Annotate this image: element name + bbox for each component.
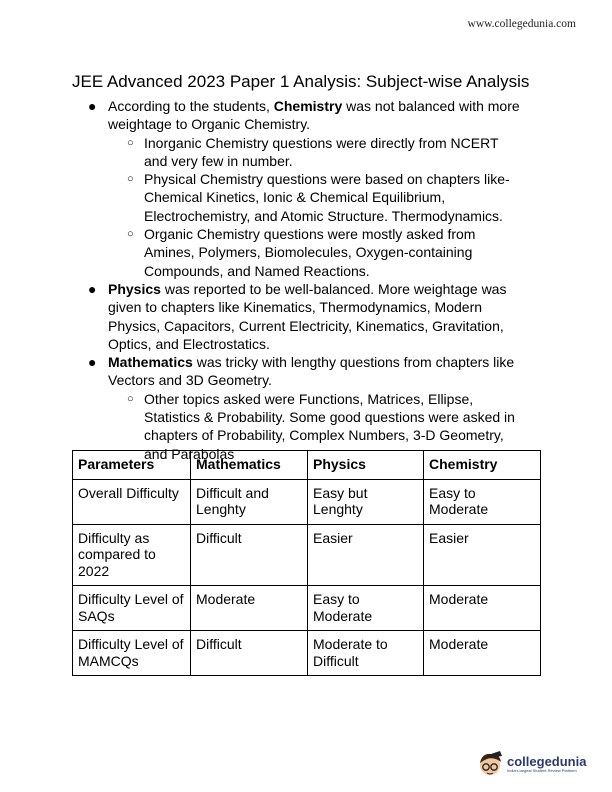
table-cell: Moderate to Difficult: [308, 631, 424, 676]
list-item-mathematics: ● Mathematics was tricky with lengthy questions from chapters like Vectors and 3D Geometry.: [88, 354, 515, 389]
header-cell: Mathematics: [191, 451, 308, 480]
table-cell: Difficult: [191, 524, 308, 586]
table-cell: Difficulty Level of MAMCQs: [73, 631, 191, 676]
header-cell: Parameters: [73, 451, 191, 480]
table-cell: Easy but Lenghty: [308, 479, 424, 524]
header-cell: Chemistry: [424, 451, 541, 480]
circle-bullet-icon: ○: [127, 173, 134, 186]
table-cell: Difficult and Lenghty: [191, 479, 308, 524]
header-cell: Physics: [308, 451, 424, 480]
table-row: [73, 631, 541, 676]
table-cell: Overall Difficulty: [73, 479, 191, 524]
table-header-row: [73, 451, 541, 480]
table-cell: Moderate: [191, 586, 308, 631]
list-item-physics: ● Physics was reported to be well-balanced. More weightage was given to chapters like Kinematics, Thermodynamics, Modern Physics, Capacitors, Current Electricity, Kinematics, Gravitation, Optics, and Electrostatics.: [88, 280, 507, 352]
logo-name: collegedunia: [507, 754, 587, 769]
table-cell: Difficulty as compared to 2022: [73, 524, 191, 586]
sub-list-item: ○ Organic Chemistry questions were mostly asked from Amines, Polymers, Biomolecules, Oxygen-containing Compounds, and Named Reactions.: [127, 226, 476, 279]
bullet-icon: ●: [88, 280, 97, 297]
table-row: [73, 479, 541, 524]
table-cell: Difficulty Level of SAQs: [73, 586, 191, 631]
bullet-icon: ●: [88, 354, 97, 371]
sub-list-item: ○ Other topics asked were Functions, Matrices, Ellipse, Statistics & Probability. Some good questions were asked in chapters of Probability, Complex Numbers, 3-D Geometry, and Parabolas: [127, 390, 515, 462]
table-cell: Easy to Moderate: [308, 586, 424, 631]
table-cell: Easier: [308, 524, 424, 586]
collegedunia-logo: [478, 750, 586, 778]
logo-tagline: India's largest Student Review Platform: [507, 768, 577, 773]
analysis-list: [72, 97, 542, 463]
difficulty-table: [72, 450, 541, 676]
circle-bullet-icon: ○: [127, 392, 134, 405]
circle-bullet-icon: ○: [127, 136, 134, 149]
table-cell: Easier: [424, 524, 541, 586]
table-row: [73, 524, 541, 586]
circle-bullet-icon: ○: [127, 228, 134, 241]
table-row: [73, 586, 541, 631]
bullet-icon: ●: [88, 98, 97, 114]
page-title: JEE Advanced 2023 Paper 1 Analysis: Subject-wise Analysis: [72, 72, 530, 91]
list-item-chemistry: ● According to the students, Chemistry was not balanced with more weightage to Organic Chemistry.: [88, 98, 520, 133]
table-cell: Easy to Moderate: [424, 479, 541, 524]
table-cell: Moderate: [424, 586, 541, 631]
table-cell: Difficult: [191, 631, 308, 676]
table-cell: Moderate: [424, 631, 541, 676]
header-url: www.collegedunia.com: [467, 18, 576, 30]
sub-list-item: ○ Physical Chemistry questions were based on chapters like-Chemical Kinetics, Ionic & Chemical Equilibrium, Electrochemistry, and Atomic Structure. Thermodynamics.: [127, 171, 510, 224]
sub-list-item: ○ Inorganic Chemistry questions were directly from NCERT and very few in number.: [127, 134, 499, 169]
mascot-icon: [478, 750, 504, 778]
